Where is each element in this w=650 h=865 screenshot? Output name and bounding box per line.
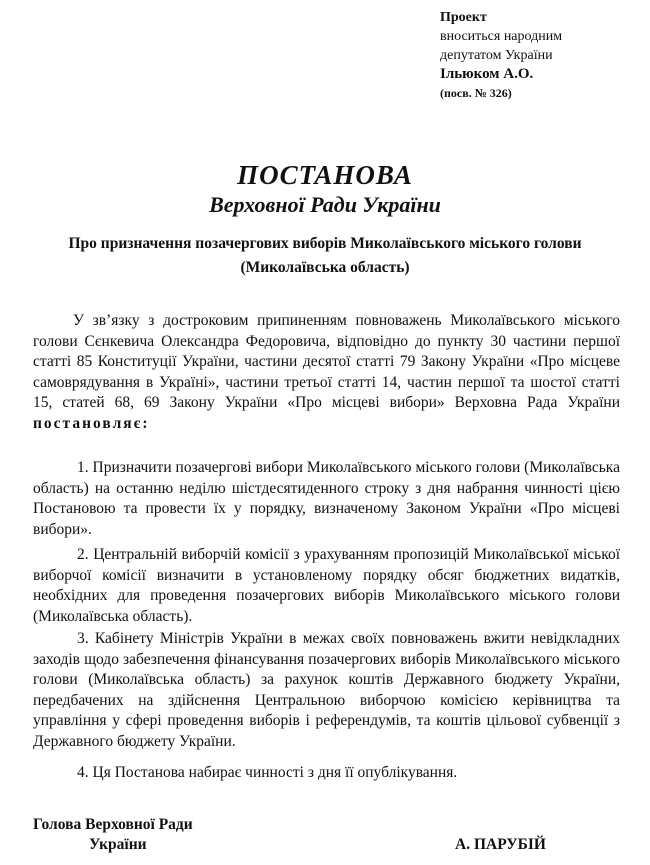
- preamble-text: У зв’язку з достроковим припиненням повноважень Миколаївського міського голови Сєнкевича Олександра Федоровича, відповідно до пункту 30 частини першої статті 85 Конституції України, частини десятої статті 79 Закону України «Про місцеве самоврядування в Україні», частини третьої статті 14, частин першої та шостої статті 15, статей 68, 69 Закону України «Про місцеві вибори» Верховна Рада України: [33, 312, 620, 412]
- document-issuer: Верховної Ради України: [209, 192, 441, 217]
- clause-1-text: 1. Призначити позачергові вибори Миколаївського міського голови (Миколаївська область) на останню неділю шістдесятиденного строку з дня набрання чинності цією Постановою та провести їх у порядку, визначеному Законом України «Про місцеві вибори».: [33, 459, 620, 538]
- subject-line-1: Про призначення позачергових виборів Миколаївського міського голови: [68, 235, 582, 252]
- clause-3: [33, 629, 620, 753]
- clause-3-text: 3. Кабінету Міністрів України в межах своїх повноважень вжити невідкладних заходів щодо забезпечення фінансування позачергових виборів Миколаївського міського голови (Миколаївська область) за рахунок коштів Державного бюджету України, передбачених на здійснення Центральною виборчою комісією керівництва та управління у сфері проведення виборів і референдумів, та коштів цільової субвенції з Державного бюджету України.: [33, 630, 620, 750]
- preamble-paragraph: [33, 311, 620, 435]
- clause-2: [33, 545, 620, 627]
- stamp-registration: (посв. № 326): [440, 86, 512, 100]
- stamp-author: Ільюком А.О.: [440, 66, 534, 82]
- document-title: ПОСТАНОВА: [237, 160, 413, 190]
- signatory-position-line-2: України: [89, 836, 147, 853]
- clause-4-text: 4. Ця Постанова набирає чинності з дня її опублікування.: [77, 764, 458, 781]
- stamp-line-2: депутатом України: [440, 48, 553, 63]
- signatory-position: [33, 815, 193, 855]
- signatory-position-line-1: Голова Верховної Ради: [33, 816, 193, 833]
- stamp-label: Проект: [440, 10, 487, 25]
- resolves-keyword: постановляє:: [33, 414, 150, 432]
- stamp-line-1: вноситься народним: [440, 29, 563, 44]
- project-stamp: [440, 8, 562, 103]
- clause-1: [33, 458, 620, 540]
- clause-4: [33, 763, 620, 784]
- document-subject: [30, 232, 620, 280]
- subject-line-2: (Миколаївська область): [240, 259, 410, 276]
- clause-2-text: 2. Центральній виборчій комісії з урахуванням пропозицій Миколаївської міської виборчої комісії визначити в установленому порядку обсяг бюджетних видатків, необхідних для проведення позачергових виборів Миколаївського міського голови (Миколаївська область).: [33, 546, 620, 625]
- signatory-name: А. ПАРУБІЙ: [455, 836, 546, 853]
